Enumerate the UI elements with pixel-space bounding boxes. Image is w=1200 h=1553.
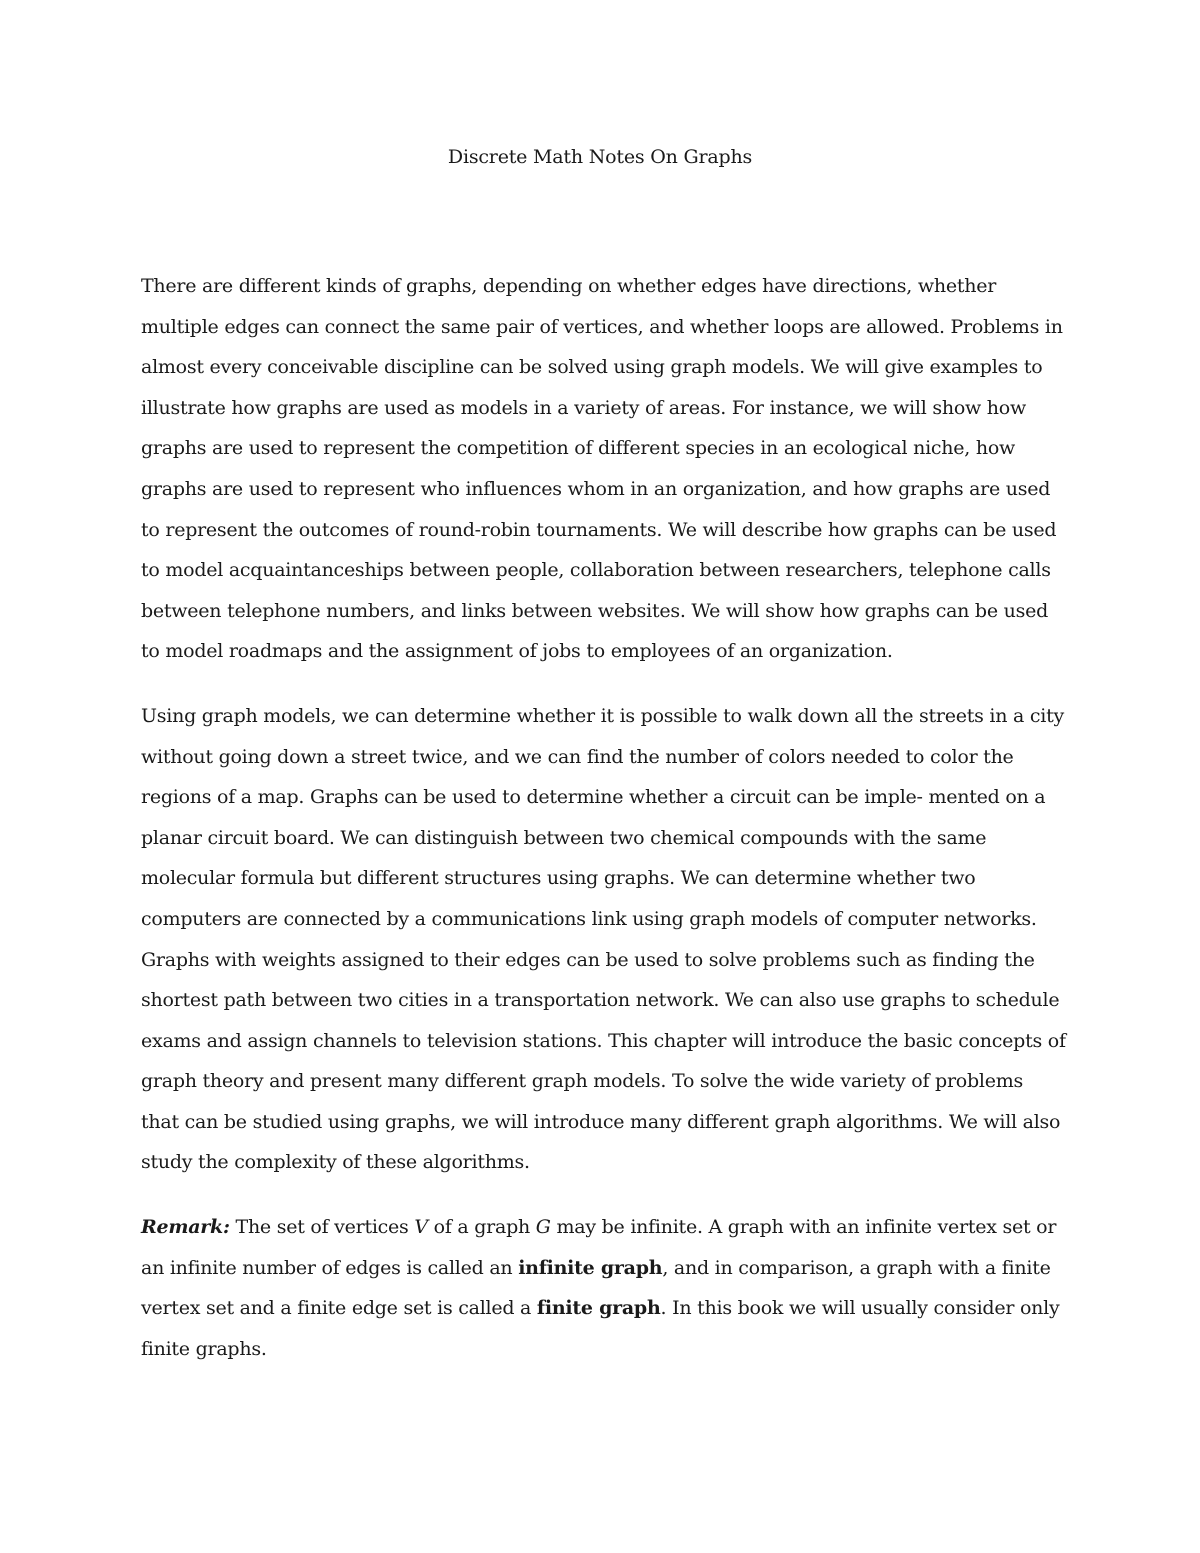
math-variable-v: V [414,1216,428,1239]
paragraph-graph-models: Using graph models, we can determine whether it is possible to walk down all the streets in a city without going down a street twice, and we can find the number of colors needed to color the regions of a map. Graphs can be used to determine whether a circuit can be imple- mented on a planar circuit board. We can distinguish between two chemical compounds with the same molecular formula but different structures using graphs. We can determine whether two computers are connected by a communications link using graph models of computer networks. Graphs with weights assigned to their edges can be used to solve problems such as finding the shortest path between two cities in a transportation network. We can also use graphs to schedule exams and assign channels to television stations. This chapter will introduce the basic concepts of graph theory and present many different graph models. To solve the wide variety of problems that can be studied using graphs, we will introduce many different graph algorithms. We will also study the complexity of these algorithms. [141,704,1066,1174]
remark-label: Remark: [141,1216,230,1239]
remark-text: may be infinite. A graph with an infinite vertex set or an infinite number of edges is called an [141,1216,1057,1279]
remark-text: of a graph [427,1216,536,1239]
term-finite-graph: finite graph [536,1297,661,1320]
remark-text: The set of vertices [229,1216,415,1239]
page-title: Discrete Math Notes On Graphs [447,146,753,168]
math-variable-g: G [535,1216,551,1239]
term-infinite-graph: infinite graph [518,1256,663,1279]
paragraph-graph-kinds: There are different kinds of graphs, depending on whether edges have directions, whether multiple edges can connect the same pair of vertices, and whether loops are allowed. Problems in almost every conceivable discipline can be solved using graph models. We will give examples to illustrate how graphs are used as models in a variety of areas. For instance, we will show how graphs are used to represent the competition of different species in an ecological niche, how graphs are used to represent who influences whom in an organization, and how graphs are used to represent the outcomes of round-robin tournaments. We will describe how graphs can be used to model acquaintanceships between people, collaboration between researchers, telephone calls between telephone numbers, and links between websites. We will show how graphs can be used to model roadmaps and the assignment of jobs to employees of an organization. [141,275,1063,663]
document-body [141,266,1066,1393]
paragraph-remark [141,1207,1066,1369]
remark-text: , and in comparison, a graph with a finite vertex set and a finite edge set is called a [141,1256,1051,1320]
remark-text: . In this book we will usually consider only finite graphs. [141,1297,1060,1360]
